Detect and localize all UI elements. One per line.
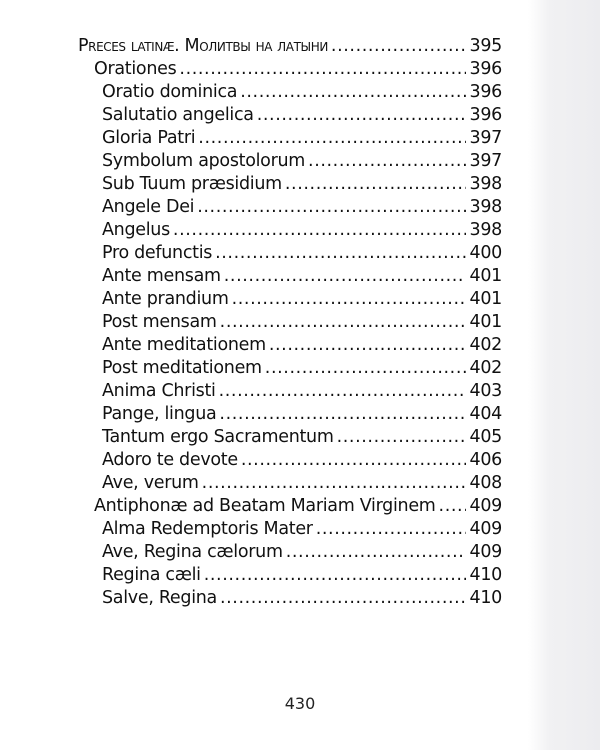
dot-leader <box>439 495 467 518</box>
dot-leader <box>204 564 467 587</box>
toc-entry-label: Orationes <box>94 59 177 79</box>
toc-entry[interactable] <box>78 587 502 610</box>
toc-entry-label: Pange, lingua <box>102 404 217 424</box>
toc-entry-label: Sub Tuum præsidium <box>102 174 282 194</box>
toc-entry-orationes[interactable] <box>78 58 502 81</box>
toc-entry[interactable] <box>78 288 502 311</box>
toc-entry[interactable] <box>78 564 502 587</box>
dot-leader <box>308 150 466 173</box>
toc-entry[interactable] <box>78 380 502 403</box>
dot-leader <box>285 173 467 196</box>
toc-entry-page: 408 <box>469 473 502 493</box>
dot-leader <box>197 196 466 219</box>
toc-entry-label: Tantum ergo Sacramentum <box>102 427 334 447</box>
toc-entry-label: Oratio dominica <box>102 82 238 102</box>
toc-entry-label: Anima Christi <box>102 381 216 401</box>
toc-entry-page: 401 <box>469 289 502 309</box>
toc-entry-label: Post meditationem <box>102 358 262 378</box>
dot-leader <box>220 311 467 334</box>
toc-entry[interactable] <box>78 242 502 265</box>
toc-entry[interactable] <box>78 449 502 472</box>
toc-entry[interactable] <box>78 219 502 242</box>
toc-entry-page: 398 <box>469 220 502 240</box>
toc-entry[interactable] <box>78 541 502 564</box>
toc-entry-page: 400 <box>469 243 502 263</box>
toc-entry-page: 402 <box>469 335 502 355</box>
toc-entry-label: Ante meditationem <box>102 335 266 355</box>
toc-entry[interactable] <box>78 311 502 334</box>
dot-leader <box>179 58 466 81</box>
toc-entry-page: 409 <box>469 519 502 539</box>
toc-entry-page: 402 <box>469 358 502 378</box>
toc-entry-label: Salve, Regina <box>102 588 217 608</box>
page-number: 430 <box>284 694 316 713</box>
toc-entry-page: 395 <box>469 36 502 56</box>
toc-entry[interactable] <box>78 357 502 380</box>
toc-entry-page: 403 <box>469 381 502 401</box>
toc-entry-antiphonae[interactable] <box>78 495 502 518</box>
toc-entry-label: Symbolum apostolorum <box>102 151 306 171</box>
toc-entry[interactable] <box>78 426 502 449</box>
toc-entry[interactable] <box>78 150 502 173</box>
toc-entry[interactable] <box>78 518 502 541</box>
toc-entry[interactable] <box>78 104 502 127</box>
dot-leader <box>286 541 467 564</box>
toc-entry[interactable] <box>78 265 502 288</box>
toc-entry-page: 410 <box>469 588 502 608</box>
toc-entry-label: Preces latinæ. Молитвы на латыни <box>78 36 328 56</box>
toc-entry-preces-latinae[interactable] <box>78 35 502 58</box>
dot-leader <box>219 380 467 403</box>
dot-leader <box>219 403 466 426</box>
dot-leader <box>215 242 466 265</box>
dot-leader <box>202 472 467 495</box>
table-of-contents <box>78 35 502 610</box>
toc-entry-page: 397 <box>469 151 502 171</box>
toc-entry-label: Ante mensam <box>102 266 221 286</box>
dot-leader <box>220 587 467 610</box>
toc-entry-page: 410 <box>469 565 502 585</box>
toc-entry-page: 396 <box>469 105 502 125</box>
toc-entry-page: 409 <box>469 496 502 516</box>
toc-entry[interactable] <box>78 472 502 495</box>
toc-entry-label: Alma Redemptoris Mater <box>102 519 313 539</box>
toc-entry-page: 397 <box>469 128 502 148</box>
toc-entry-label: Ave, Regina cælorum <box>102 542 283 562</box>
toc-entry-label: Regina cæli <box>102 565 201 585</box>
dot-leader <box>337 426 467 449</box>
toc-entry-label: Angele Dei <box>102 197 195 217</box>
toc-entry[interactable] <box>78 334 502 357</box>
toc-entry-page: 401 <box>469 266 502 286</box>
toc-entry-label: Antiphonæ ad Beatam Mariam Virginem <box>94 496 436 516</box>
toc-entry[interactable] <box>78 196 502 219</box>
dot-leader <box>257 104 467 127</box>
toc-entry-page: 398 <box>469 174 502 194</box>
page-edge-shadow <box>528 0 600 750</box>
toc-entry-label: Angelus <box>102 220 170 240</box>
toc-entry-label: Adoro te devote <box>102 450 238 470</box>
dot-leader <box>198 127 466 150</box>
toc-entry-label: Ante prandium <box>102 289 229 309</box>
toc-entry-page: 396 <box>469 59 502 79</box>
toc-entry-page: 398 <box>469 197 502 217</box>
toc-entry-page: 405 <box>469 427 502 447</box>
toc-entry[interactable] <box>78 81 502 104</box>
toc-entry[interactable] <box>78 173 502 196</box>
toc-entry-label: Pro defunctis <box>102 243 213 263</box>
toc-entry-page: 409 <box>469 542 502 562</box>
dot-leader <box>269 334 467 357</box>
toc-entry-page: 404 <box>469 404 502 424</box>
toc-entry[interactable] <box>78 403 502 426</box>
dot-leader <box>232 288 467 311</box>
dot-leader <box>265 357 467 380</box>
toc-entry-page: 401 <box>469 312 502 332</box>
toc-entry-page: 396 <box>469 82 502 102</box>
dot-leader <box>316 518 467 541</box>
toc-entry-page: 406 <box>469 450 502 470</box>
toc-entry-label: Gloria Patri <box>102 128 196 148</box>
dot-leader <box>241 449 467 472</box>
dot-leader <box>173 219 467 242</box>
toc-entry-label: Salutatio angelica <box>102 105 254 125</box>
dot-leader <box>224 265 467 288</box>
dot-leader <box>240 81 466 104</box>
toc-entry[interactable] <box>78 127 502 150</box>
toc-entry-label: Post mensam <box>102 312 217 332</box>
dot-leader <box>331 35 467 58</box>
toc-entry-label: Ave, verum <box>102 473 199 493</box>
